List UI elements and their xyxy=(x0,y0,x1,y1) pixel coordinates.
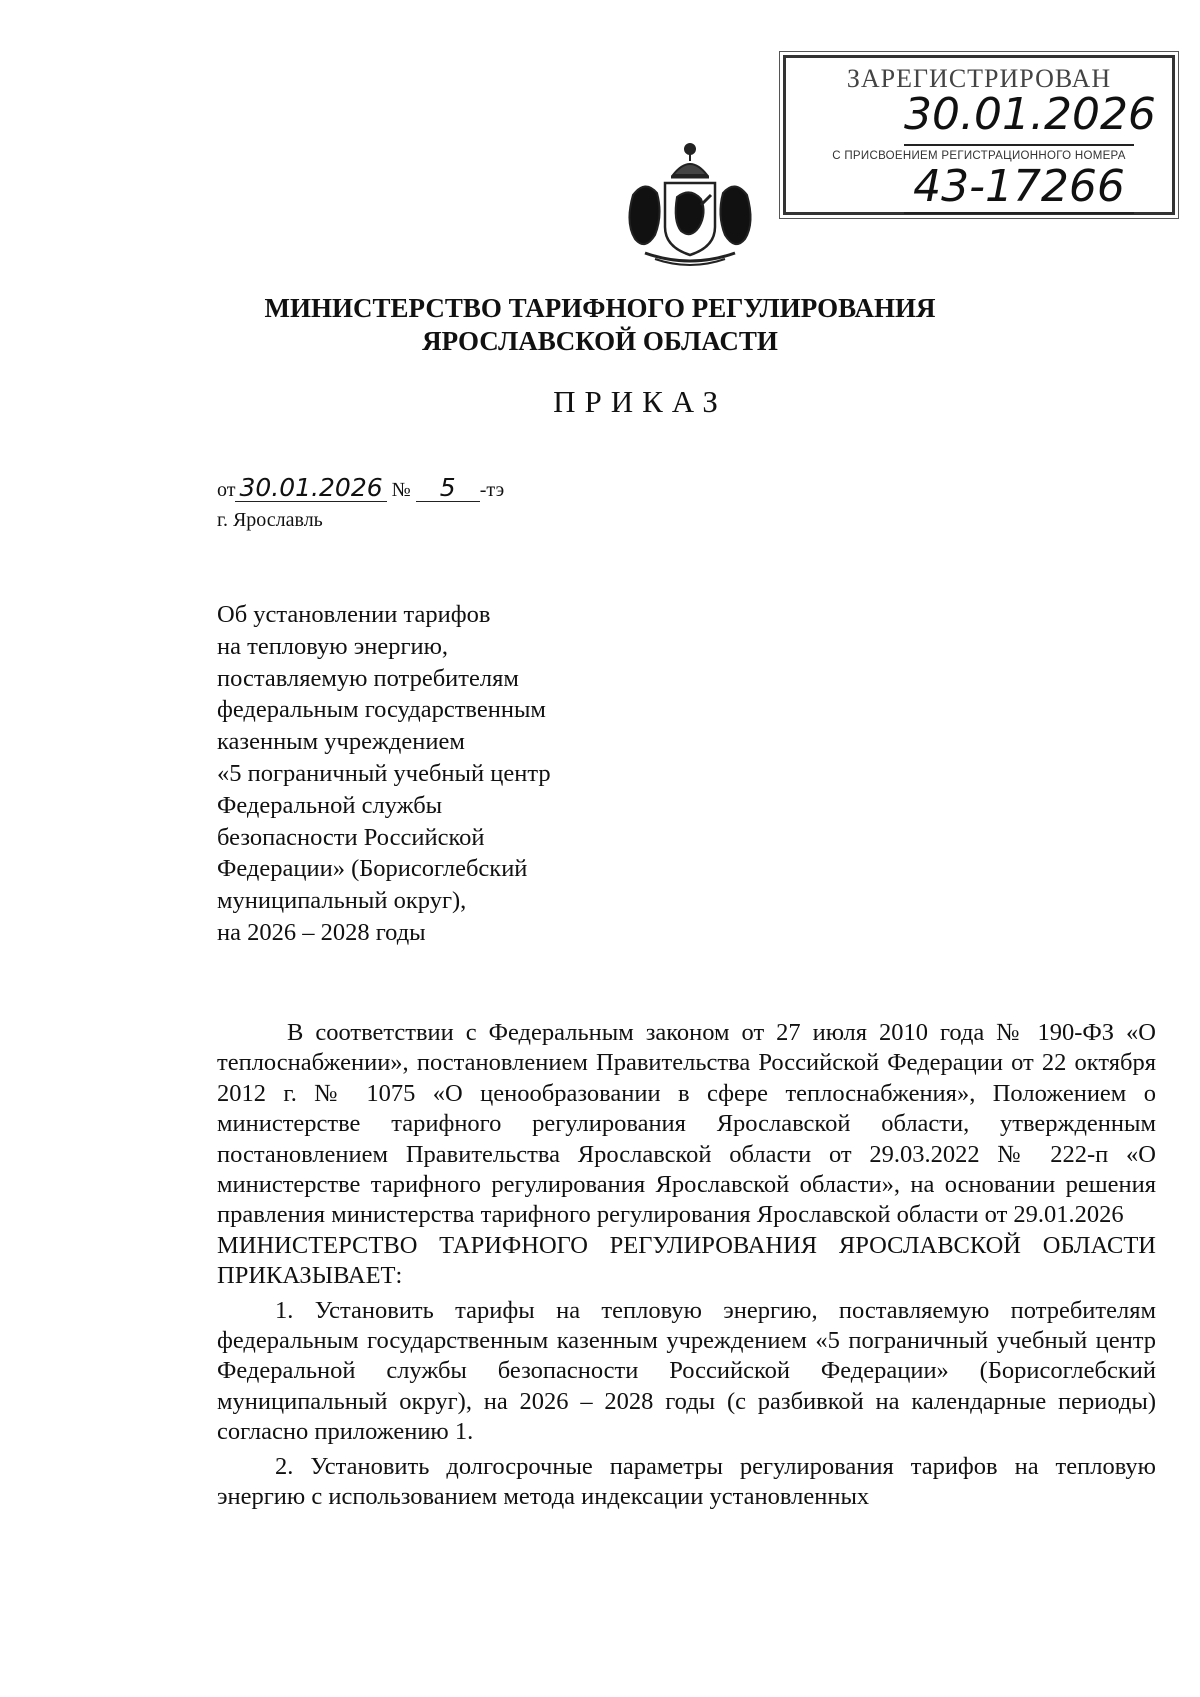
coat-of-arms-icon xyxy=(615,135,765,270)
subject-line: на 2026 – 2028 годы xyxy=(217,918,426,946)
ministry-line-2: ЯРОСЛАВСКОЙ ОБЛАСТИ xyxy=(422,326,778,356)
order-item-1: 1. Установить тарифы на тепловую энергию, поставляемую потребителям федеральным государственным казенным учреждением «5 пограничный учебный центр Федеральной службы безопасности Российской Федерации» (Борисоглебский муниципальный округ), на 2026 – 2028 годы (с разбивкой на календарные периоды) согласно приложению 1. xyxy=(217,1296,1156,1446)
subject-line: муниципальный округ), xyxy=(217,887,467,915)
document-type: ПРИКАЗ xyxy=(553,384,727,419)
city: г. Ярославль xyxy=(217,509,323,531)
date-prefix: от xyxy=(217,479,236,501)
subject-line: федеральным государственным xyxy=(217,696,546,724)
order-directive: МИНИСТЕРСТВО ТАРИФНОГО РЕГУЛИРОВАНИЯ ЯРОСЛАВСКОЙ ОБЛАСТИ ПРИКАЗЫВАЕТ: xyxy=(217,1231,1156,1290)
ministry-line-1: МИНИСТЕРСТВО ТАРИФНОГО РЕГУЛИРОВАНИЯ xyxy=(264,293,936,323)
ministry-name xyxy=(0,292,1200,358)
number-prefix: № xyxy=(391,479,411,501)
subject-line: Об установлении тарифов xyxy=(217,601,491,628)
subject-line: безопасности Российской xyxy=(217,823,485,851)
subject-line: «5 пограничный учебный центр xyxy=(217,759,551,787)
subject-line: поставляемую потребителям xyxy=(217,664,519,692)
order-item-2: 2. Установить долгосрочные параметры регулирования тарифов на тепловую энергию с использованием метода индексации установленных xyxy=(217,1452,1156,1511)
number-suffix: -тэ xyxy=(479,479,505,501)
order-body xyxy=(217,1018,1156,1513)
order-date-number-line xyxy=(217,475,504,505)
order-meta xyxy=(217,475,504,535)
stamp-title: ЗАРЕГИСТРИРОВАН xyxy=(846,64,1112,93)
registration-stamp xyxy=(783,55,1175,215)
order-date: 30.01.2026 xyxy=(235,475,386,502)
order-subject xyxy=(217,599,647,949)
stamp-registration-number: 43-17266 xyxy=(904,162,1134,214)
preamble-paragraph: В соответствии с Федеральным законом от 27 июля 2010 года № 190-ФЗ «О теплоснабжении», постановлением Правительства Российской Федерации от 22 октября 2012 г. № 1075 «О ценообразовании в сфере теплоснабжения», Положением о министерстве тарифного регулирования Ярославской области, утвержденным постановлением Правительства Ярославской области от 29.03.2022 № 222-п «О министерстве тарифного регулирования Ярославской области», на основании решения правления министерства тарифного регулирования Ярославской области от 29.01.2026 xyxy=(217,1019,1156,1229)
subject-line: на тепловую энергию, xyxy=(217,632,449,660)
subject-line: Федерации» (Борисоглебский xyxy=(217,855,528,883)
stamp-date: 30.01.2026 xyxy=(904,86,1134,146)
subject-line: Федеральной службы xyxy=(217,791,443,819)
order-number: 5 xyxy=(416,475,480,502)
subject-line: казенным учреждением xyxy=(217,728,465,756)
stamp-subtitle: С ПРИСВОЕНИЕМ РЕГИСТРАЦИОННОГО НОМЕРА xyxy=(832,150,1126,162)
